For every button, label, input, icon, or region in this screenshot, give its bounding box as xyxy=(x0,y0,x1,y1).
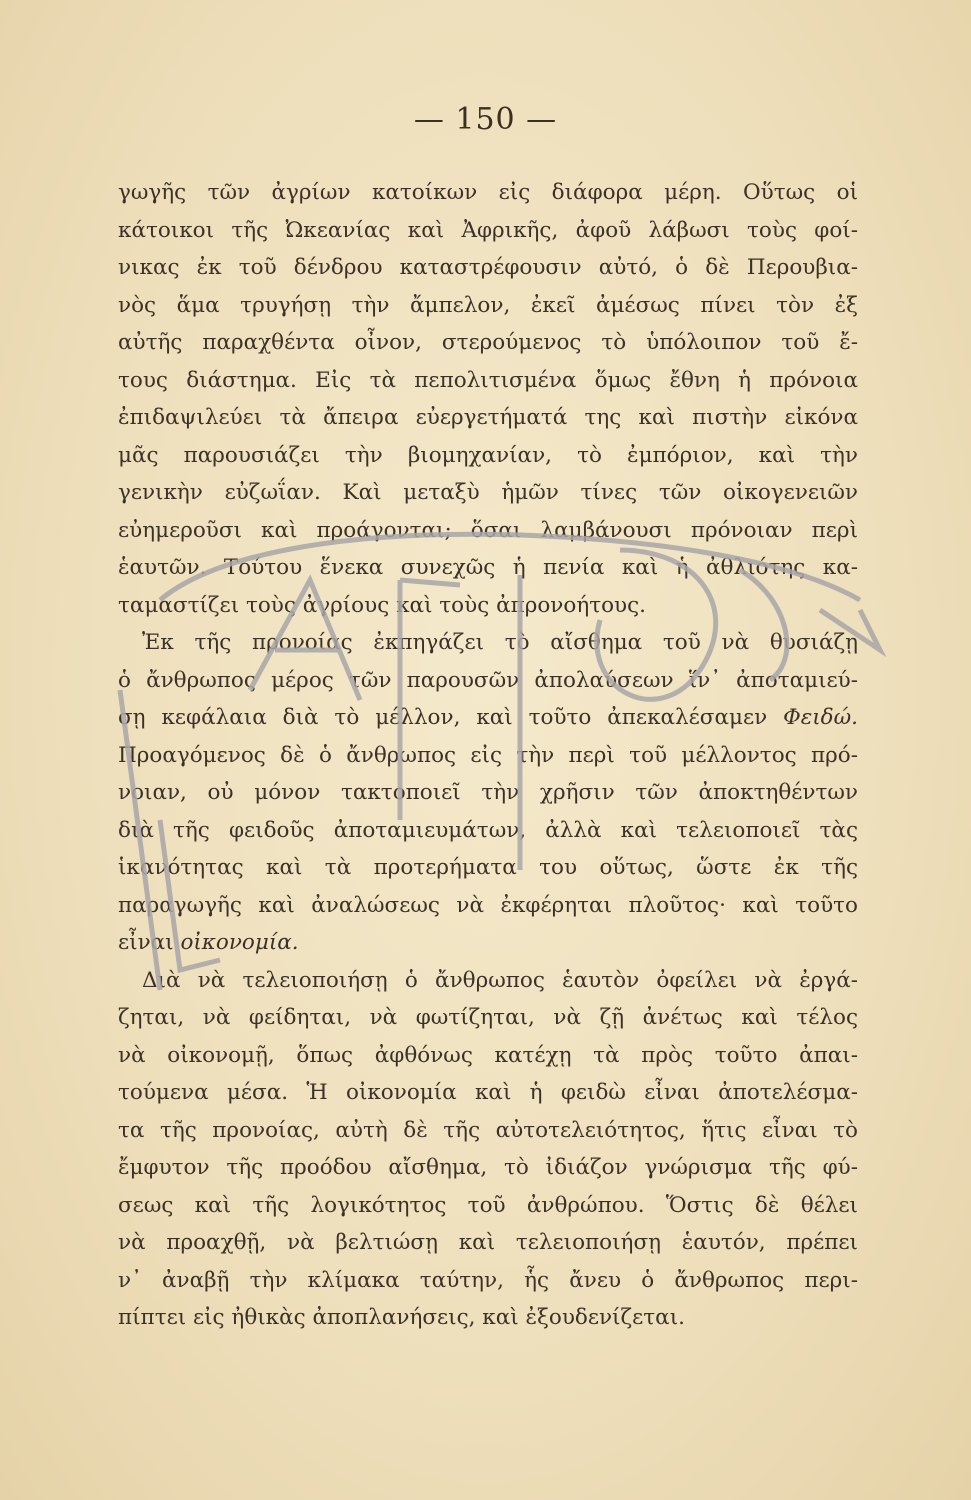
text-line-content: νοιαν, οὐ μόνον τακτοποιεῖ τὴν χρῆσιν τῶν ἀποκτηθέντων xyxy=(118,780,858,805)
text-line xyxy=(118,1299,858,1337)
text-line xyxy=(118,624,858,662)
text-line xyxy=(118,287,858,325)
text-line xyxy=(118,399,858,437)
text-line xyxy=(118,737,858,775)
text-line xyxy=(118,924,858,962)
text-line xyxy=(118,849,858,887)
text-line-content: πίπτει εἰς ἠθικὰς ἀποπλανήσεις, καὶ ἐξουδενίζεται. xyxy=(118,1305,685,1330)
text-line-content: Διὰ νὰ τελειοποιήσῃ ὁ ἄνθρωπος ἑαυτὸν ὀφείλει νὰ ἐργά- xyxy=(142,967,858,993)
text-line xyxy=(118,212,858,250)
text-line xyxy=(118,774,858,812)
text-line xyxy=(118,587,858,625)
text-line-content: αὐτῆς παραχθέντα οἶνον, στερούμενος τὸ ὑπόλοιπον τοῦ ἔ- xyxy=(118,330,858,355)
text-line-content: τούμενα μέσα. Ἡ οἰκονομία καὶ ἡ φειδὼ εἶναι ἀποτελέσμα- xyxy=(118,1080,858,1105)
text-line-content: νὸς ἅμα τρυγήσῃ τὴν ἄμπελον, ἐκεῖ ἀμέσως πίνει τὸν ἐξ xyxy=(118,292,858,318)
italic-term: Φειδώ. xyxy=(783,705,858,730)
text-line-content: μᾶς παρουσιάζει τὴν βιομηχανίαν, τὸ ἐμπόριον, καὶ τὴν xyxy=(118,442,858,468)
text-line xyxy=(118,1149,858,1187)
text-line-content: εὐημεροῦσι καὶ προάγονται; ὅσαι λαμβάνουσι πρόνοιαν περὶ xyxy=(118,517,858,543)
text-line xyxy=(118,1037,858,1075)
body-text xyxy=(118,174,858,1337)
text-line xyxy=(118,1224,858,1262)
text-line xyxy=(118,662,858,700)
text-line xyxy=(118,324,858,362)
text-line xyxy=(118,512,858,550)
text-line xyxy=(118,999,858,1037)
text-line-content: ἔμφυτον τῆς προόδου αἴσθημα, τὸ ἰδιάζον γνώρισμα τῆς φύ- xyxy=(118,1155,858,1180)
text-line xyxy=(118,437,858,475)
text-line xyxy=(118,1187,858,1225)
text-line-content: διὰ τῆς φειδοῦς ἀποταμιευμάτων, ἀλλὰ καὶ τελειοποιεῖ τὰς xyxy=(118,817,858,843)
text-line-content: Ἐκ τῆς προνοίας ἐκπηγάζει τὸ αἴσθημα τοῦ νὰ θυσιάζῃ xyxy=(142,630,858,655)
text-line xyxy=(118,174,858,212)
text-line xyxy=(118,474,858,512)
text-line-content: τα τῆς προνοίας, αὐτὴ δὲ τῆς αὐτοτελειότητος, ἥτις εἶναι τὸ xyxy=(118,1117,858,1143)
text-line-content: ἐπιδαψιλεύει τὰ ἄπειρα εὐεργετήματά της καὶ πιστὴν εἰκόνα xyxy=(118,405,858,430)
text-line xyxy=(118,249,858,287)
page-number: — 150 — xyxy=(413,102,558,137)
text-line-content: ἑαυτῶν. Τούτου ἕνεκα συνεχῶς ἡ πενία καὶ ἡ ἀθλιότης κα- xyxy=(118,555,858,580)
text-line xyxy=(118,1262,858,1300)
text-line-content: σεως καὶ τῆς λογικότητος τοῦ ἀνθρώπου. Ὅστις δὲ θέλει xyxy=(118,1192,858,1218)
text-line-content: τους διάστημα. Εἰς τὰ πεπολιτισμένα ὅμως ἔθνη ἡ πρόνοια xyxy=(118,367,858,393)
text-line-content: νικας ἐκ τοῦ δένδρου καταστρέφουσιν αὐτό, ὁ δὲ Περουβια- xyxy=(118,255,858,280)
text-line xyxy=(118,887,858,925)
italic-term: οἰκονομία. xyxy=(180,930,299,955)
text-line-content: ἱκανότητας καὶ τὰ προτερήματα του οὕτως, ὥστε ἐκ τῆς xyxy=(118,855,858,880)
text-line xyxy=(118,812,858,850)
text-line-content: εἶναι xyxy=(118,930,174,955)
text-line-content: Προαγόμενος δὲ ὁ ἄνθρωπος εἰς τὴν περὶ τοῦ μέλλοντος πρό- xyxy=(118,742,858,768)
text-line-content: κάτοικοι τῆς Ὠκεανίας καὶ Ἀφρικῆς, ἀφοῦ λάβωσι τοὺς φοί- xyxy=(118,217,858,243)
stamp-text: ΑΓΙΟΣ xyxy=(50,440,53,441)
text-line-content: ταμαστίζει τοὺς ἀγρίους καὶ τοὺς ἀπρονοήτους. xyxy=(118,592,646,618)
text-line-content: ν᾽ ἀναβῇ τὴν κλίμακα ταύτην, ἧς ἄνευ ὁ ἄνθρωπος περι- xyxy=(118,1267,858,1293)
text-line-content: νὰ προαχθῇ, νὰ βελτιώσῃ καὶ τελειοποιήσῃ ἑαυτόν, πρέπει xyxy=(118,1230,858,1255)
text-line-content: ὁ ἄνθρωπος μέρος τῶν παρουσῶν ἀπολαύσεων ἵν᾽ ἀποταμιεύ- xyxy=(118,667,858,693)
text-line-content: ζηται, νὰ φείδηται, νὰ φωτίζηται, νὰ ζῇ ἀνέτως καὶ τέλος xyxy=(118,1005,858,1030)
text-line xyxy=(118,1112,858,1150)
text-line xyxy=(118,962,858,1000)
text-line xyxy=(118,549,858,587)
text-line-content: γωγῆς τῶν ἀγρίων κατοίκων εἰς διάφορα μέρη. Οὕτως οἱ xyxy=(118,180,858,205)
text-line-content: νὰ οἰκονομῇ, ὅπως ἀφθόνως κατέχῃ τὰ πρὸς τοῦτο ἀπαι- xyxy=(118,1042,858,1068)
text-line-content: γενικὴν εὐζωΐαν. Καὶ μεταξὺ ἡμῶν τίνες τῶν οἰκογενειῶν xyxy=(118,480,858,505)
text-line xyxy=(118,699,858,737)
text-line-content: παραγωγῆς καὶ ἀναλώσεως νὰ ἐκφέρηται πλοῦτος· καὶ τοῦτο xyxy=(118,892,858,918)
text-line-content: σῃ κεφάλαια διὰ τὸ μέλλον, καὶ τοῦτο ἀπεκαλέσαμεν xyxy=(118,705,768,730)
text-line xyxy=(118,1074,858,1112)
text-line xyxy=(118,362,858,400)
